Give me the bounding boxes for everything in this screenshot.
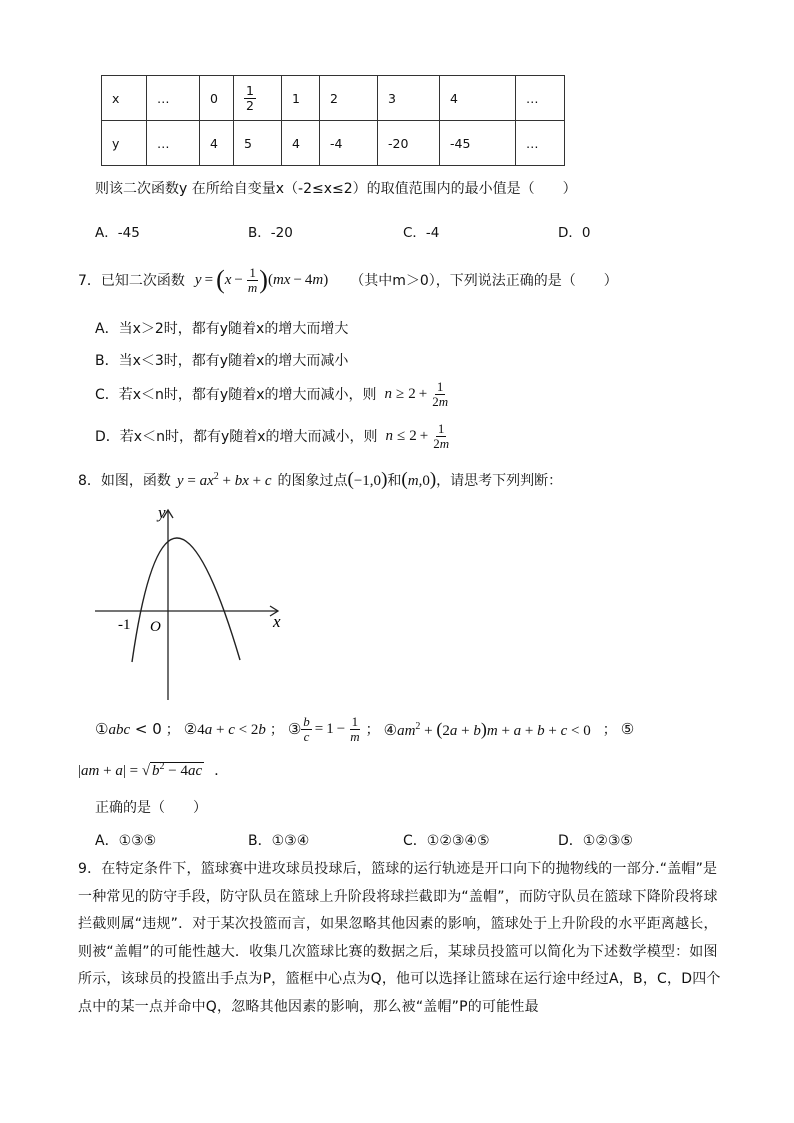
table-cell: x <box>102 76 147 121</box>
value-table <box>101 75 565 166</box>
q8-suffix: ，请思考下列判断： <box>436 473 563 489</box>
judgment-1: ①abc < 0 <box>95 719 162 738</box>
table-cell: 5 <box>234 121 282 166</box>
q7-option-d-text: D．若x＜n时，都有y随着x的增大而减小，则 <box>95 429 378 445</box>
x-axis-label: x <box>273 612 281 631</box>
q6-stem: 则该二次函数y 在所给自变量x（-2≤x≤2）的取值范围内的最小值是（ ） <box>95 181 577 197</box>
table-cell: … <box>147 121 200 166</box>
q8-option-d: D．①②③⑤ <box>558 833 633 849</box>
table-row <box>102 121 565 166</box>
judgment-4: $④am^2 + (2a + b)m + a + b + c < 0$ <box>383 718 591 739</box>
separator: ； <box>165 722 180 738</box>
q8-mid: 的图象过点 <box>277 473 348 489</box>
q7-option-d <box>95 419 451 453</box>
q7-option-d-formula: n ≤ 2 + $\frac{1}{2m}$ <box>385 420 450 451</box>
fraction-numerator: 1 <box>246 83 254 99</box>
table-cell: 4 <box>200 121 234 166</box>
q9-paragraph: 9．在特定条件下，篮球赛中进攻球员投球后，篮球的运行轨迹是开口向下的抛物线的一部分.“盖帽”是一种常见的防守手段，防守队员在篮球上升阶段将球拦截即为“盖帽”，而防守队员在篮球下降阶段将球拦截则属“违规”．对于某次投篮而言，如果忽略其他因素的影响，篮球处于上升阶段的水平距离越长，则被“盖帽”的可能性越大．收集几次篮球比赛的数据之后，某球员投篮可以简化为下述数学模型：如图所示，该球员的投篮出手点为P，篮框中心点为Q，他可以选择让篮球在运行途中经过A，B，C，D四个点中的某一点并命中Q，忽略其他因素的影响，那么被“盖帽”P的可能性最 <box>78 861 721 1015</box>
period: ． <box>214 763 229 779</box>
q7-option-c <box>95 377 450 411</box>
q8-and: 和 <box>387 473 402 489</box>
table-cell: 2 <box>320 76 378 121</box>
origin-label: O <box>150 619 161 635</box>
table-cell: … <box>147 76 200 121</box>
q6-option-c: C．-4 <box>403 225 440 241</box>
table-cell: 4 <box>440 76 516 121</box>
q7-suffix: （其中m＞0），下列说法正确的是（ ） <box>350 273 618 289</box>
q8-stem <box>78 467 562 493</box>
q8-judgments-line1 <box>95 712 634 746</box>
table-cell: … <box>516 76 565 121</box>
table-cell: y <box>102 121 147 166</box>
neg-one-label: -1 <box>118 617 131 633</box>
q6-option-a: A．-45 <box>95 225 140 241</box>
judgment-5-marker: ⑤ <box>620 720 635 738</box>
q8-option-a: A．①③⑤ <box>95 833 157 849</box>
q7-option-c-text: C．若x＜n时，都有y随着x的增大而减小，则 <box>95 387 377 403</box>
q8-option-b: B．①③④ <box>248 833 310 849</box>
fraction-denominator: 2 <box>246 97 254 113</box>
table-cell: -45 <box>440 121 516 166</box>
separator: ； <box>365 722 380 738</box>
table-cell-fraction <box>234 76 282 121</box>
y-axis-label: y <box>158 503 166 522</box>
table-cell: -4 <box>320 121 378 166</box>
judgment-3: ③ $\frac{b}{c}$ = 1 − $\frac{1}{m}$ <box>287 713 360 744</box>
q7-prefix: 7．已知二次函数 <box>78 273 185 289</box>
q8-point-a: (−1,0) <box>347 469 388 490</box>
q6-option-b: B．-20 <box>248 225 293 241</box>
judgment-2: ②4a + c < 2b <box>183 719 266 738</box>
q7-formula: y = ( x − $\frac{1}{m}$ ) ( mx − 4 m ) <box>194 264 329 295</box>
table-cell: -20 <box>378 121 440 166</box>
q8-option-c: C．①②③④⑤ <box>403 833 490 849</box>
table-cell: 1 <box>282 76 320 121</box>
parabola-graph <box>90 500 295 705</box>
separator: ； <box>269 722 284 738</box>
separator: ； <box>602 722 617 738</box>
table-cell: 0 <box>200 76 234 121</box>
q7-option-b: B．当x＜3时，都有y随着x的增大而减小 <box>95 353 349 369</box>
q7-option-c-formula: n ≥ 2 + $\frac{1}{2m}$ <box>384 378 449 409</box>
parabola-curve <box>132 538 240 662</box>
table-cell: … <box>516 121 565 166</box>
q7-stem <box>78 262 618 298</box>
q8-judgments-line2 <box>78 756 228 784</box>
table-row <box>102 76 565 121</box>
table-cell: 3 <box>378 76 440 121</box>
q7-option-a: A．当x＞2时，都有y随着x的增大而增大 <box>95 321 349 337</box>
q6-option-d: D．0 <box>558 225 591 241</box>
q8-prefix: 8．如图，函数 <box>78 473 171 489</box>
q8-point-b: (m,0) <box>401 469 437 490</box>
q8-function-formula: $y = ax^2$ + bx + c <box>176 470 272 489</box>
q8-correct-prompt: 正确的是（ ） <box>95 800 207 816</box>
table-cell: 4 <box>282 121 320 166</box>
judgment-5-formula: |am + a| = √ $b^2 - 4ac$ <box>78 760 203 779</box>
